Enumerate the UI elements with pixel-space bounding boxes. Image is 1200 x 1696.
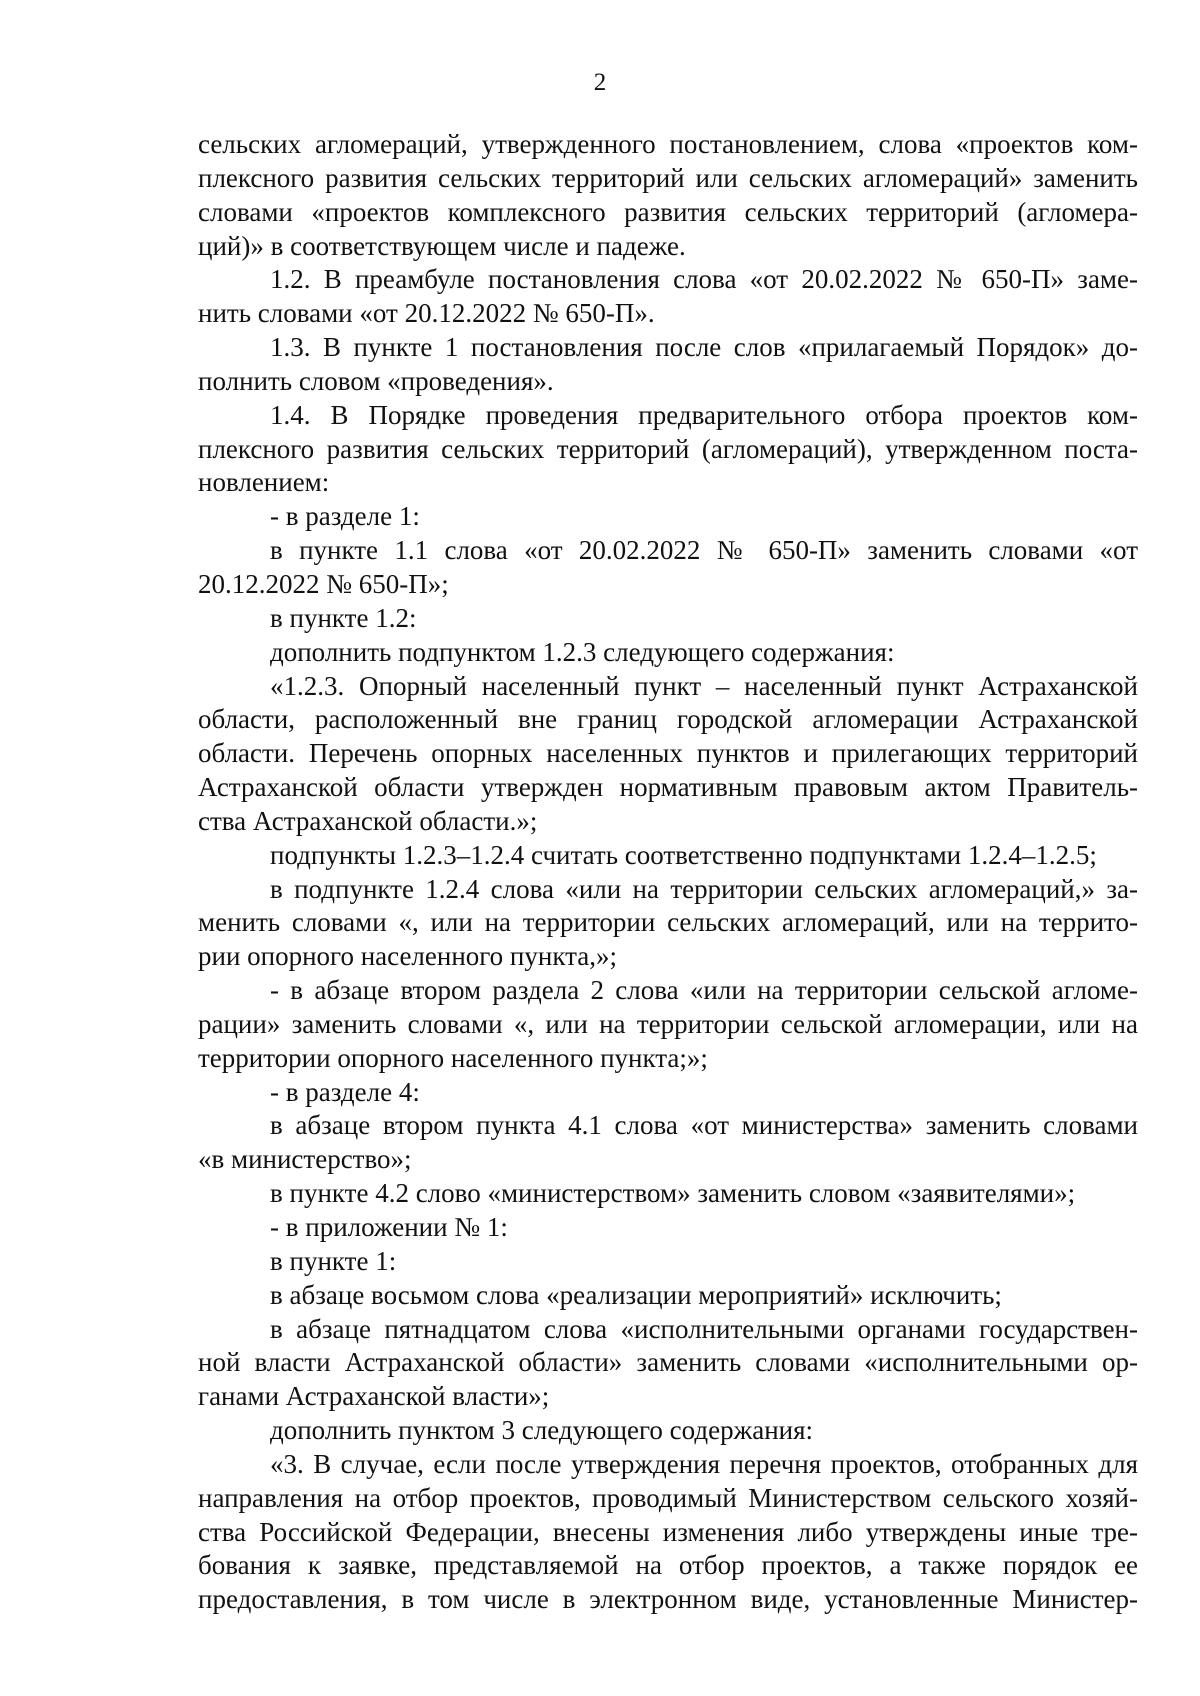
page-number: 2: [593, 69, 607, 96]
text-line: в подпункте 1.2.4 слова «или на территории сельских агломераций,» за-: [270, 873, 1138, 904]
text-line: в пункте 4.2 слово «министерством» заменить словом «заявителями»;: [270, 1178, 1076, 1209]
text-line: ства Астраханской области.»;: [198, 805, 538, 836]
text-line: ганами Астраханской власти»;: [198, 1381, 550, 1412]
text-line: ций)» в соответствующем числе и падеже.: [198, 230, 686, 261]
text-line: в пункте 1:: [270, 1245, 397, 1276]
text-line: 20.12.2022 № 650-П»;: [198, 568, 449, 599]
text-line: плексного развития сельских территорий или сельских агломераций» заменить: [198, 162, 1138, 193]
text-line: направления на отбор проектов, проводимый Министерством сельского хозяй-: [198, 1482, 1138, 1513]
text-line: нить словами «от 20.12.2022 № 650-П».: [198, 298, 655, 329]
text-line: бования к заявке, представляемой на отбор проектов, а также порядок ее: [198, 1550, 1138, 1581]
text-line: «1.2.3. Опорный населенный пункт – населенный пункт Астраханской: [270, 670, 1138, 701]
text-line: в пункте 1.1 слова «от 20.02.2022 № 650-П» заменить словами «от: [270, 535, 1138, 566]
text-line: предоставления, в том числе в электронном виде, установленные Министер-: [198, 1584, 1138, 1615]
text-line: сельских агломераций, утвержденного постановлением, слова «проектов ком-: [198, 129, 1138, 159]
text-line: словами «проектов комплексного развития сельских территорий (агломера-: [198, 196, 1138, 227]
text-line: - в приложении № 1:: [270, 1212, 508, 1242]
text-line: - в разделе 1:: [270, 501, 420, 532]
text-line: области, расположенный вне границ городской агломерации Астраханской: [198, 704, 1138, 735]
text-line: полнить словом «проведения».: [198, 365, 554, 396]
text-line: «в министерство»;: [198, 1144, 412, 1175]
text-line: в абзаце пятнадцатом слова «исполнительными органами государствен-: [270, 1313, 1138, 1344]
text-line: 1.2. В преамбуле постановления слова «от 20.02.2022 № 650-П» заме-: [270, 264, 1138, 295]
text-line: 1.3. В пункте 1 постановления после слов «прилагаемый Порядок» до-: [270, 332, 1138, 363]
document-body: [198, 128, 1138, 1617]
text-line: менить словами «, или на территории сельских агломераций, или на террито-: [198, 907, 1138, 938]
text-line: ства Российской Федерации, внесены изменения либо утверждены иные тре-: [198, 1516, 1138, 1547]
text-line: дополнить пунктом 3 следующего содержания:: [270, 1415, 814, 1446]
text-line: рии опорного населенного пункта,»;: [198, 941, 617, 972]
text-line: 1.4. В Порядке проведения предварительного отбора проектов ком-: [270, 399, 1138, 430]
text-line: рации» заменить словами «, или на территории сельской агломерации, или на: [198, 1008, 1138, 1039]
text-line: - в абзаце втором раздела 2 слова «или на территории сельской агломе-: [270, 975, 1138, 1006]
text-line: Астраханской области утвержден нормативным правовым актом Правитель-: [198, 772, 1138, 803]
text-line: подпункты 1.2.3–1.2.4 считать соответственно подпунктами 1.2.4–1.2.5;: [270, 839, 1097, 870]
text-line: «3. В случае, если после утверждения перечня проектов, отобранных для: [270, 1448, 1138, 1479]
text-line: в абзаце восьмом слова «реализации мероприятий» исключить;: [270, 1279, 1002, 1310]
text-line: новлением:: [198, 467, 330, 498]
text-line: области. Перечень опорных населенных пунктов и прилегающих территорий: [198, 738, 1138, 769]
text-line: ной власти Астраханской области» заменить словами «исполнительными ор-: [198, 1347, 1138, 1378]
text-line: дополнить подпунктом 1.2.3 следующего содержания:: [270, 636, 895, 667]
text-line: территории опорного населенного пункта;»;: [198, 1042, 708, 1073]
text-line: в пункте 1.2:: [270, 602, 417, 633]
text-line: в абзаце втором пункта 4.1 слова «от министерства» заменить словами: [270, 1110, 1138, 1141]
text-line: плексного развития сельских территорий (агломераций), утвержденном поста-: [198, 433, 1138, 464]
text-line: - в разделе 4:: [270, 1076, 420, 1107]
